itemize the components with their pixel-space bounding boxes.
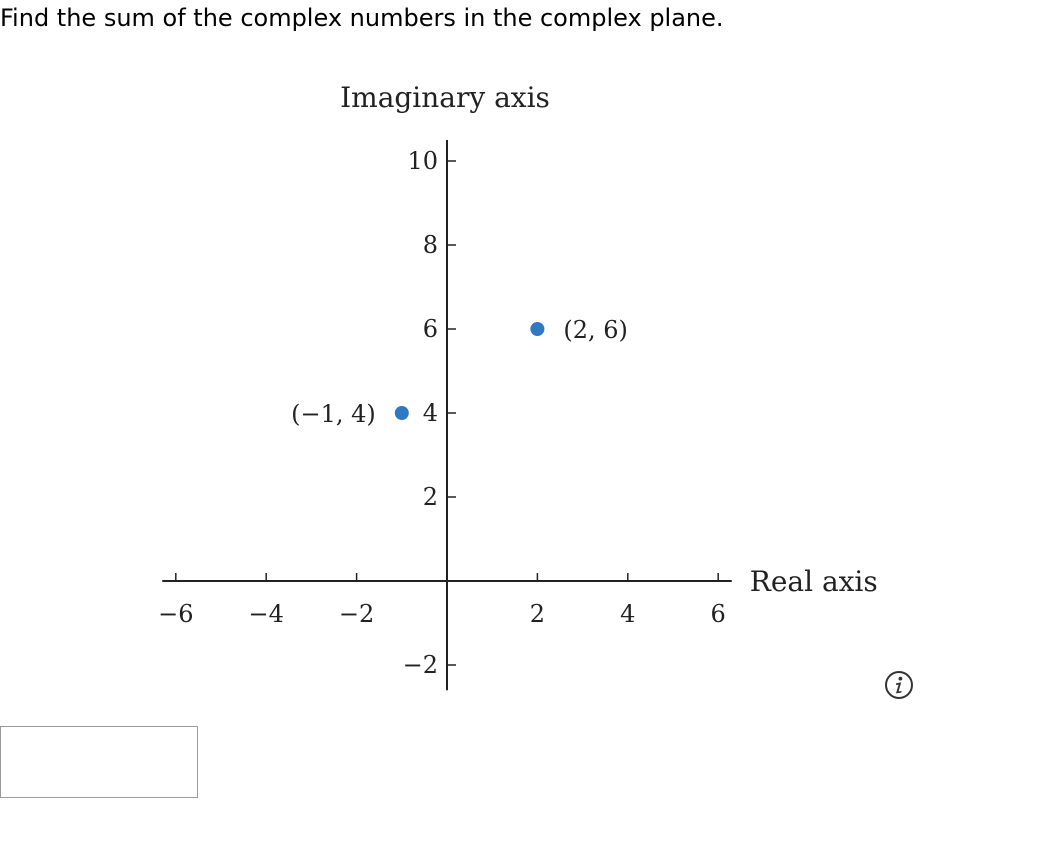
answer-input[interactable] [0,726,198,798]
real-axis-title: Real axis [749,565,878,598]
y-tick-label: 4 [422,399,438,427]
data-point [530,322,544,336]
x-tick-label: −6 [158,600,194,628]
x-tick-label: −4 [248,600,284,628]
y-tick-label: 2 [422,483,438,511]
y-tick-label: 10 [407,147,438,175]
x-tick-label: 2 [529,600,546,628]
y-tick-label: −2 [402,651,438,679]
data-point-label: (−1, 4) [291,400,376,428]
data-point-label: (2, 6) [563,316,628,344]
y-tick-label: 8 [422,231,438,259]
x-tick-label: 4 [620,600,636,628]
data-point [395,406,409,420]
x-tick-label: 6 [710,600,726,628]
y-tick-label: 6 [422,315,438,343]
imaginary-axis-title: Imaginary axis [340,81,550,114]
x-tick-label: −2 [338,600,375,628]
info-icon [884,670,914,700]
info-button[interactable] [884,670,914,700]
question-text: Find the sum of the complex numbers in the complex plane. [0,4,724,32]
